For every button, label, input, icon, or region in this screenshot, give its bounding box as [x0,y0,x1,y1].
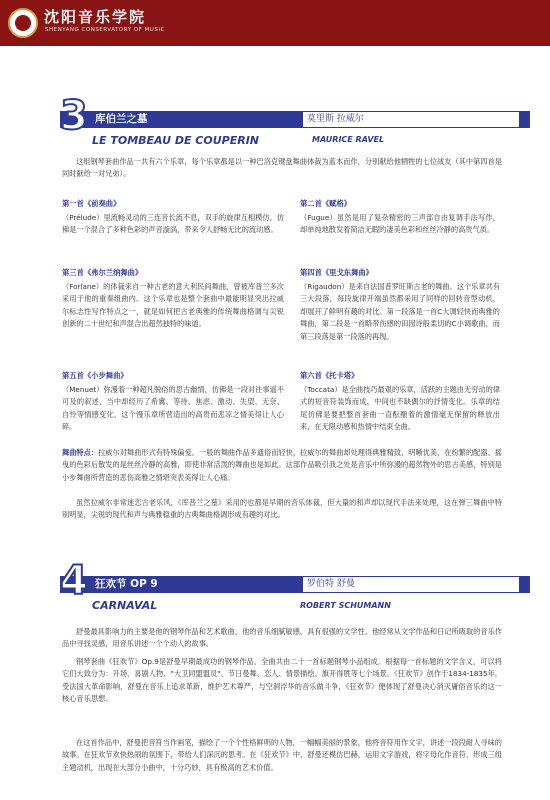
movement-6-text: （Toccata）是全曲技巧最艰的乐章，活跃的主题由无穷动的律式的短音符装饰而成，中间也不缺偶尔的抒情变化。乐章的结尾仿佛是要把整首套曲一直酝酿着的激情毫无保留的释放出来，在无限动感和热情中结束全曲。 [300,385,500,432]
movement-2-heading: 第二首《赋格》 [300,199,352,208]
section4-composer: 罗伯特 舒曼 [303,577,519,592]
movement-1-heading: 第一首《前奏曲》 [62,199,121,208]
section3-title: 库伯兰之墓 [95,113,148,125]
section4-number: 4 [60,558,88,604]
school-name-en: SHENYANG CONSERVATORY OF MUSIC [45,27,165,33]
section4-paragraph-3: 在这首作品中，舒曼把音符当作画笔，描绘了一个个性格鲜明的人物，一幅幅美丽的景象，他将音符用作文字，讲述一段段耐人寻味的故事。在狂欢节欢快热闹的氛围下，带给人们深沉的思考。在《狂欢节》中，舒曼还模仿巴赫，运用文字游戏，将字母化作音符，形成三组主题动机，出现在大部分小曲中，十分巧妙，具有极高的艺术价值。 [62,738,502,772]
movement-5-text: （Menuet）弥漫着一种超凡脱俗的思古幽情，仿佛是一段对往事遥不可及的叙述，当中却经历了希冀、等待、焦虑、激动、失望、无奈、自怜等情感变化，这个慢乐章所营造出的高贵而悲凉之情美得让人心碎。 [62,385,284,432]
section3-number: 3 [60,93,88,139]
school-name: 沈阳音乐学院 [44,8,147,26]
dance-features-text: 拉威尔对舞曲形式有特殊偏爱。一般的舞曲作品多通俗而轻快，拉威尔的舞曲却处理得典雅精致、明晰优美，在纷繁的配器、摇曳的色彩后散发的是丝丝冷静的高雅，即使非常活泼的舞曲也是如此。这部作品吸引我之处是音乐中所弥漫的超然物外的思古美感，特别是小步舞曲所营造的悲伤高雅之情堪突表美得让人心痛。 [62,448,502,482]
section3-composer-en: MAURICE RAVEL [312,135,385,144]
section3-composer: 莫里斯 拉威尔 [303,112,519,127]
movement-1-text: （Prélude）里流畅灵动的三连音长流不息，双手的旋律互相模仿，仿佛是一个混合了多种色彩的声音漩涡，带来令人舒畅无比的流动感。 [62,213,284,235]
movement-4-text: （Rigaudon）是来自法国普罗旺斯古老的舞曲。这个乐章共有三大段落，每段旋律开端虽然都采用了同样的回转音型动机，却展开了鲜明有趣的对比。第一段落是一首C大调轻快而典雅的舞曲，第二段是一首略带伤感的田园诗般柔切的C小调歌曲，而第三段落是第一段落的再现。 [300,282,500,341]
movement-5-heading: 第五首《小步舞曲》 [62,371,128,380]
section4-paragraph-1: 舒曼最具影响力的主要是他的钢琴作品和艺术歌曲，他的音乐细腻敏感，具有很强的文学性。他经常从文学作品和日记所吸取的音乐作品中寻找灵感，用音乐讲述一个个动人的故事。 [62,627,502,649]
movement-6-heading: 第六首《托卡塔》 [300,371,359,380]
section4-composer-en: ROBERT SCHUMANN [300,601,391,610]
dance-features-paragraph [62,447,502,484]
section4-title: 狂欢节 OP 9 [95,578,158,590]
school-logo-icon [8,8,38,38]
section3-title-en: LE TOMBEAU DE COUPERIN [92,134,260,147]
section4-paragraph-2: 钢琴套曲《狂欢节》Op.9是舒曼早期最成功的钢琴作品，全曲共由二十一首标题钢琴小品组成。根据每一首标题的文学含义，可以将它们大致分为：开场、喜剧人物、"大卫同盟盟员"、节日曼舞、恋人、情景描绘、旗开得胜等七个场景。《狂欢节》创作于1834-1835年，受法国大革命影响，舒曼在音乐上追求革新，维护艺术尊严，与空洞浮华的音乐做斗争，《狂欢节》便体现了舒曼决心消灭庸俗音乐的这一核心音乐思想。 [62,657,502,704]
section4-title-en: CARNAVAL [92,599,158,612]
section3-intro: 这组钢琴套曲作品一共有六个乐章，每个乐章都是以一种巴洛克键盘舞曲体裁为蓝本而作，分别献给他牺牲的七位战友（其中第四首是同时献给一对兄弟）。 [62,157,502,179]
movement-2-text: （Fugue）虽然是用了复杂精密的三声部自由复调手法写作，却单纯地散发着简洁无暇的凄美色彩和丝丝冷静的高贵气质。 [300,213,500,235]
movement-4-heading: 第四首《里戈东舞曲》 [300,268,373,277]
section3-closing: 虽然拉威尔非常迷恋古老乐风，《库普兰之墓》采用的也都是早期的音乐体裁，但大量的和声却以现代手法来处理，这在弹三舞曲中特别明显，尖锐的现代和声与典雅稳重的古典舞曲格调形成有趣的对比。 [62,498,502,520]
dance-features-label: 舞曲特点： [62,448,99,457]
movement-3-text: （Forlane）的体裁来自一种古老的意大利民间舞曲，曾被库普兰多次采用于他的重奏组曲内。这个乐章也是整个套曲中最能明显突出拉威尔标志性写作特点之一，就是如何把古老典雅的传统舞曲格调与尖锐创新的二十世纪和声混合出超然独特的味道。 [62,282,284,329]
page-header [0,0,550,46]
movement-3-heading: 第三首《弗尔兰纳舞曲》 [62,268,143,277]
